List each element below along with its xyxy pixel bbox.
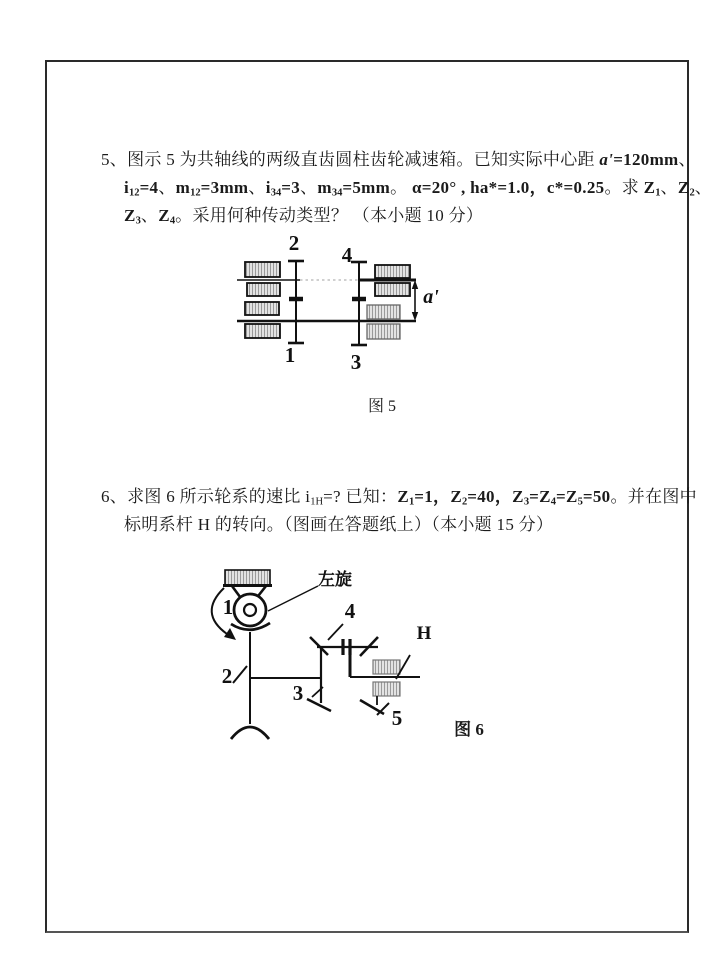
gear2-slash — [233, 666, 247, 683]
gear3-rim-upper — [367, 305, 400, 319]
page-border — [45, 60, 713, 933]
gear2-rim-upper — [245, 262, 280, 277]
bevel-gear3-bottom-bar — [307, 699, 331, 711]
figure5-diagram — [197, 222, 457, 382]
worm-shaft-circle — [244, 604, 256, 616]
gear1-rim-lower — [245, 324, 280, 338]
label-gear-3: 3 — [350, 350, 362, 374]
label-gear-2: 2 — [288, 231, 300, 255]
question-6-line-1: 6、求图 6 所示轮系的速比 i1H=? 已知：Z1=1，Z2=40，Z3=Z4=Z5=50。并在图中 — [101, 487, 697, 508]
question-5-text — [101, 146, 712, 230]
figure5-labels — [285, 231, 439, 374]
gear4-rim-lower — [375, 283, 410, 296]
label-gear-1: 1 — [284, 343, 296, 367]
gear1-rim-upper — [245, 302, 279, 315]
figure5-caption: 图 5 — [367, 398, 396, 415]
worm-wheel-rim — [225, 570, 270, 585]
gear3-rim-lower — [367, 324, 400, 339]
gear5-rim-upper — [373, 660, 400, 674]
frame-support-arc — [231, 727, 269, 739]
question-6-line-2: 标明系杆 H 的转向。（图画在答题纸上）（本小题 15 分） — [124, 515, 554, 534]
label-center-distance: a' — [423, 286, 439, 308]
question-5-line-3: Z3、Z4。采用何种传动类型？ （本小题 10 分） — [124, 206, 484, 227]
figure6-lines — [212, 570, 420, 739]
label-arm-H: H — [416, 623, 432, 644]
left-hand-leader-line — [268, 586, 318, 611]
label-gear-3: 3 — [292, 681, 304, 705]
figure6-caption: 图 6 — [454, 720, 484, 739]
gear2-rim-lower — [247, 283, 280, 296]
label-left-hand: 左旋 — [318, 570, 352, 589]
label-worm-1: 1 — [222, 595, 234, 619]
label-gear-5: 5 — [391, 706, 403, 730]
gear4-slash — [328, 624, 343, 640]
label-gear-4: 4 — [341, 243, 353, 267]
label-gear-4: 4 — [344, 599, 356, 623]
question-6-text — [101, 483, 697, 539]
figure5-lines — [237, 261, 418, 345]
question-5-line-2: i12=4、m12=3mm、i34=3、m34=5mm。 α=20° , ha*=1.0，c*=0.25。求 Z1、Z2、 — [124, 178, 713, 199]
figure6-diagram — [192, 562, 447, 747]
gear5-rim-lower — [373, 682, 400, 696]
dim-arrow-down-icon — [412, 312, 418, 321]
question-5-line-1: 5、图示 5 为共轴线的两级直齿圆柱齿轮减速箱。已知实际中心距 a'=120mm、 — [101, 150, 696, 169]
label-gear-2: 2 — [221, 664, 233, 688]
gear4-rim-upper — [375, 265, 410, 278]
